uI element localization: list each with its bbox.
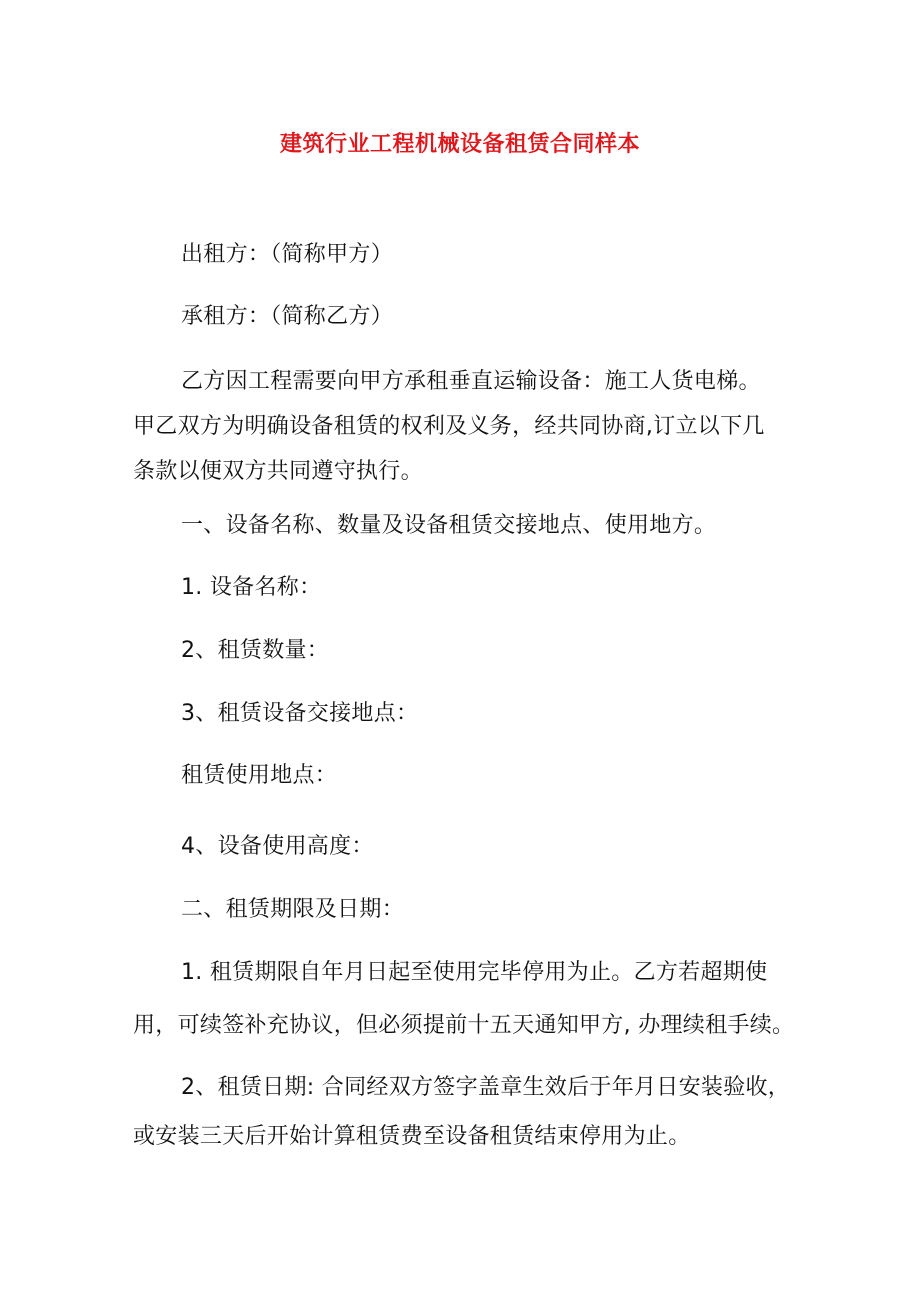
list-item: 1. 设备名称： xyxy=(181,575,322,600)
section-heading: 二、租赁期限及日期： xyxy=(181,897,405,922)
paragraph-line: 或安装三天后开始计算租赁费至设备租赁结束停用为止。 xyxy=(133,1124,691,1149)
paragraph-line: 乙方因工程需要向甲方承租垂直运输设备：施工人货电梯。 xyxy=(181,369,761,394)
document-title: 建筑行业工程机械设备租赁合同样本 xyxy=(279,132,640,157)
list-item: 2、租赁数量： xyxy=(181,638,330,663)
paragraph-line: 用，可续签补充协议，但必须提前十五天通知甲方, 办理续租手续。 xyxy=(133,1013,795,1038)
paragraph-line: 条款以便双方共同遵守执行。 xyxy=(133,459,423,484)
lessee-line: 承租方：（简称乙方） xyxy=(181,304,394,329)
list-item: 4、设备使用高度： xyxy=(181,834,374,859)
paragraph-line: 甲乙双方为明确设备租赁的权利及义务，经共同协商,订立以下几 xyxy=(133,414,765,439)
list-item: 租赁使用地点： xyxy=(181,763,338,788)
paragraph-line: 2、租赁日期: 合同经双方签字盖章生效后于年月日安装验收， xyxy=(181,1075,791,1100)
lessor-line: 出租方：（简称甲方） xyxy=(181,242,394,267)
paragraph-line: 1. 租赁期限自年月日起至使用完毕停用为止。乙方若超期使 xyxy=(181,960,768,985)
list-item: 3、租赁设备交接地点： xyxy=(181,701,419,726)
section-heading: 一、设备名称、数量及设备租赁交接地点、使用地方。 xyxy=(181,513,717,538)
